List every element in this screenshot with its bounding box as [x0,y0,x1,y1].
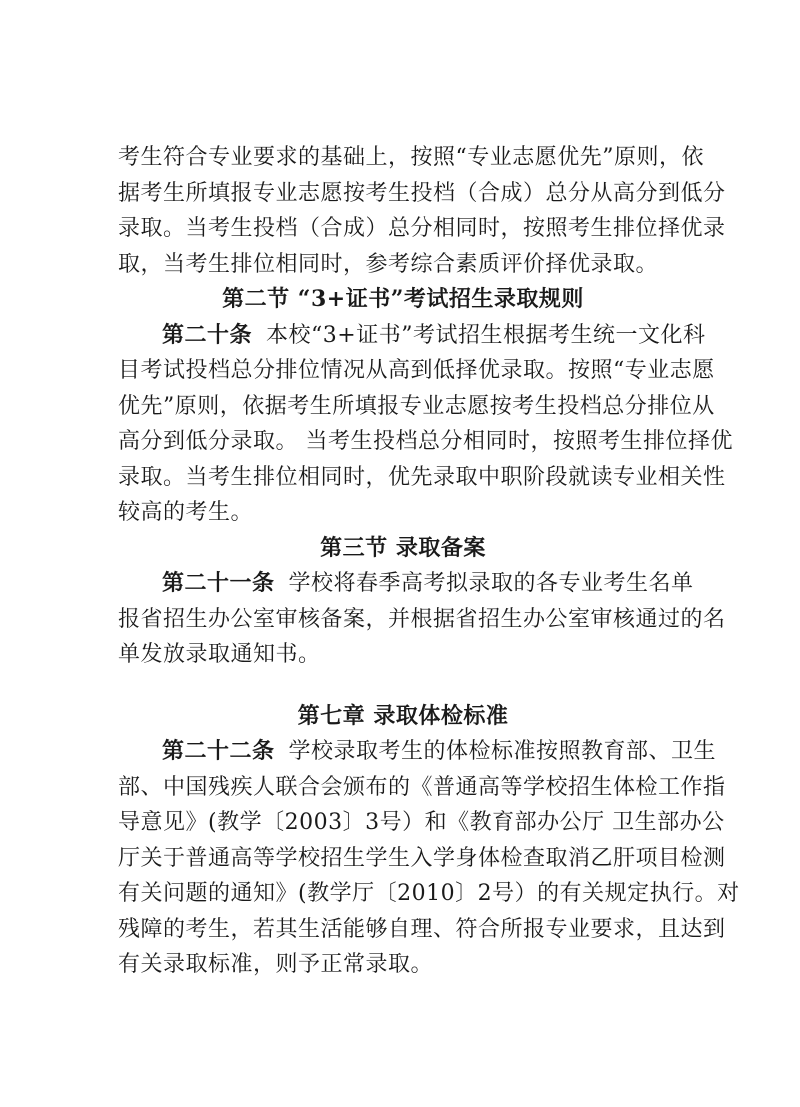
text-line: 导意见》(教学〔2003〕3号）和《教育部办公厅 卫生部办公 [118,810,725,835]
text-line: 据考生所填报专业志愿按考生投档（合成）总分从高分到低分 [118,180,726,206]
article-text: 学校录取考生的体检标准按照教育部、卫生 [288,739,717,764]
text-line: 录取。当考生排位相同时，优先录取中职阶段就读专业相关性 [118,464,726,490]
spacer [118,673,688,699]
article-text: 学校将春季高考拟录取的各专业考生名单 [288,571,694,596]
section-heading-2: 第二节 “3+证书”考试招生录取规则 [222,286,584,312]
text-line: 优先”原则，依据考生所填报专业志愿按考生投档总分排位从 [118,393,715,419]
text-line: 厅关于普通高等学校招生学生入学身体检查取消乙肝项目检测 [118,845,726,871]
chapter-heading-7: 第七章 录取体检标准 [297,702,509,729]
text-line: 部、中国残疾人联合会颁布的《普通高等学校招生体检工作指 [118,774,726,800]
paragraph-admission-principle [118,140,726,282]
article-label: 第二十二条 [162,738,275,764]
text-line [118,318,706,354]
text-line: 较高的考生。 [118,500,254,525]
section-heading-3: 第三节 录取备案 [320,534,486,561]
text-line: 高分到低分录取。 当考生投档总分相同时，按照考生排位择优 [118,429,733,454]
text-line: 报省招生办公室审核备案，并根据省招生办公室审核通过的名 [118,606,726,632]
article-21 [118,566,726,673]
text-line: 考生符合专业要求的基础上，按照“专业志愿优先”原则，依 [118,145,704,170]
text-line: 单发放录取通知书。 [118,642,321,667]
article-22 [118,734,740,983]
text-line: 取，当考生排位相同时，参考综合素质评价择优录取。 [118,251,659,277]
document-page [118,140,740,983]
text-line [118,566,694,602]
text-line: 有关问题的通知》(教学厅〔2010〕2号）的有关规定执行。对 [118,881,740,906]
text-line [118,734,717,770]
article-label: 第二十一条 [162,570,275,596]
text-line: 残障的考生，若其生活能够自理、符合所报专业要求，且达到 [118,916,726,942]
article-20 [118,318,733,531]
article-text: 本校“3+证书”考试招生根据考生统一文化科 [266,322,706,348]
text-line: 目考试投档总分排位情况从高到低择优录取。按照“专业志愿 [118,358,715,383]
text-line: 有关录取标准，则予正常录取。 [118,952,434,977]
article-label: 第二十条 [162,321,253,348]
text-line: 录取。当考生投档（合成）总分相同时，按照考生排位择优录 [118,216,726,241]
